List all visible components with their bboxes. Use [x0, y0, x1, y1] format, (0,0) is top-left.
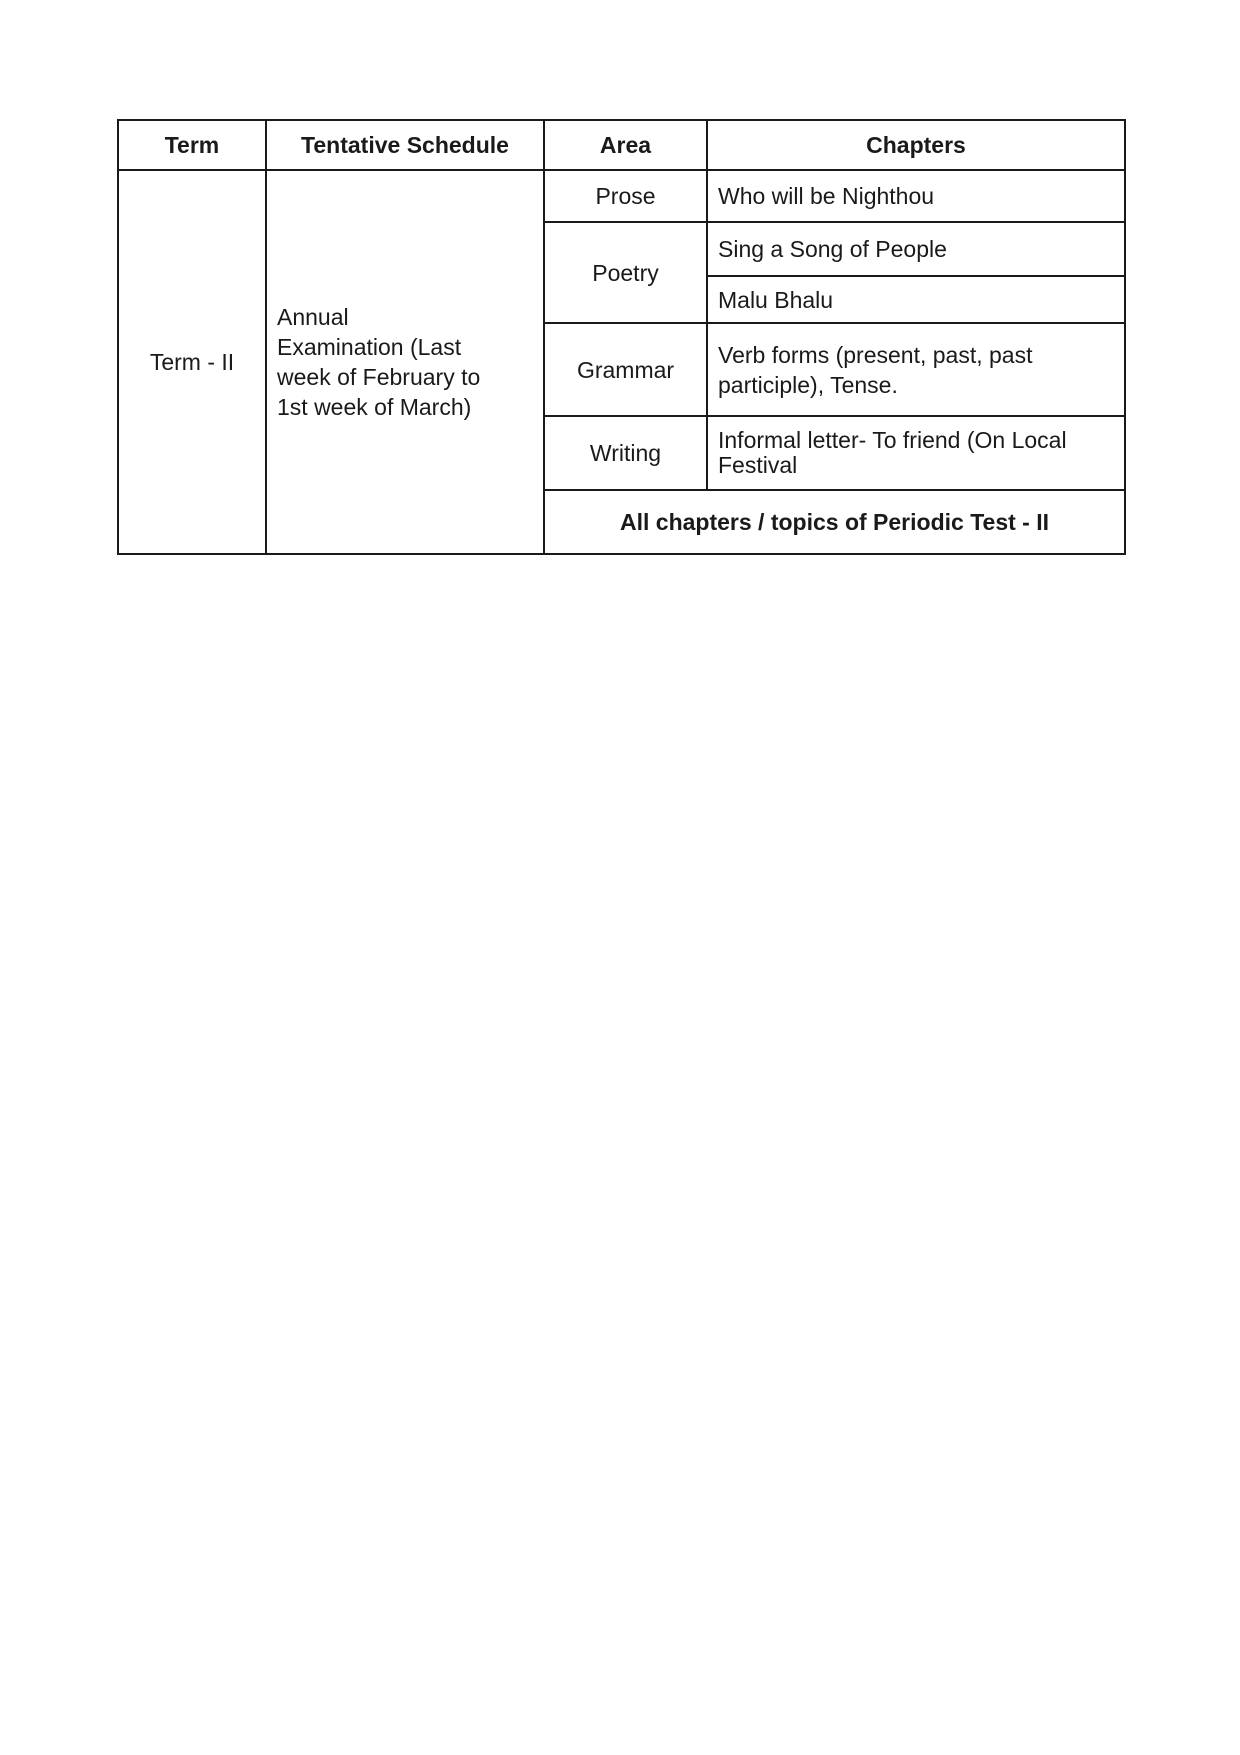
- chapter-poetry-2: Malu Bhalu: [707, 276, 1125, 323]
- syllabus-table: [117, 119, 1126, 555]
- header-area: Area: [544, 120, 707, 170]
- chapter-prose-1: Who will be Nighthou: [707, 170, 1125, 222]
- schedule-cell: Annual Examination (Last week of February to 1st week of March): [266, 170, 544, 554]
- area-grammar: Grammar: [544, 323, 707, 416]
- header-term: Term: [118, 120, 266, 170]
- summary-cell: All chapters / topics of Periodic Test - II: [544, 490, 1125, 554]
- header-chapters: Chapters: [707, 120, 1125, 170]
- area-poetry: Poetry: [544, 222, 707, 323]
- area-prose: Prose: [544, 170, 707, 222]
- table-header-row: [118, 120, 1125, 170]
- term-cell: Term - II: [118, 170, 266, 554]
- table-row-prose: [118, 170, 1125, 222]
- chapter-grammar-1: Verb forms (present, past, past participle), Tense.: [707, 323, 1125, 416]
- chapter-poetry-1: Sing a Song of People: [707, 222, 1125, 276]
- area-writing: Writing: [544, 416, 707, 490]
- header-tentative-schedule: Tentative Schedule: [266, 120, 544, 170]
- chapter-writing-1: Informal letter- To friend (On Local Festival: [707, 416, 1125, 490]
